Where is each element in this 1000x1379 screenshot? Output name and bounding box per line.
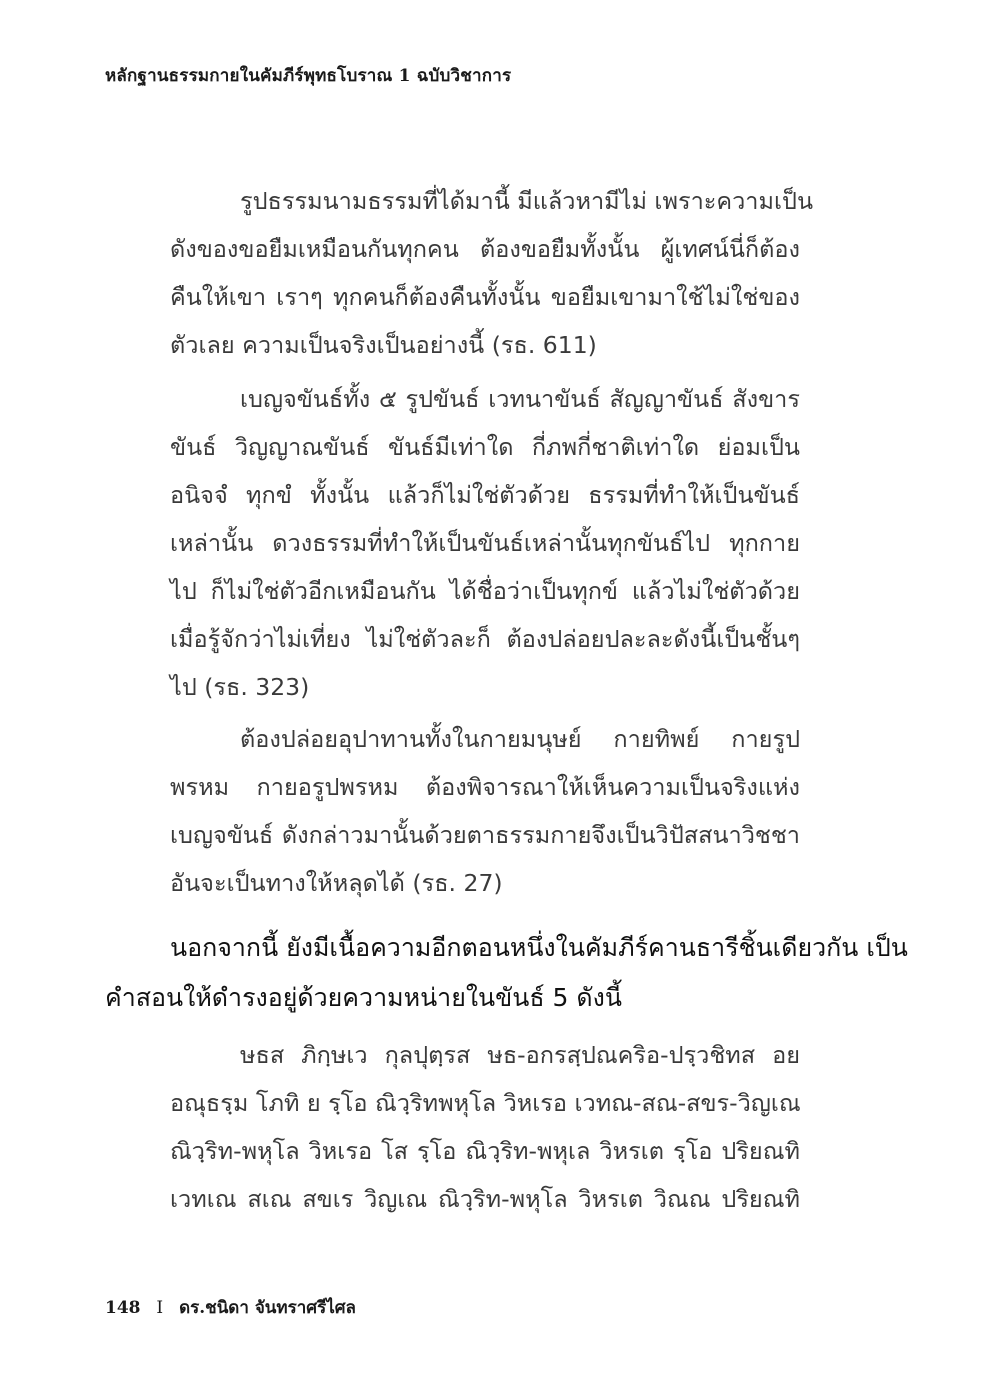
quote-line: ต้องปล่อยอุปาทานทั้งในกายมนุษย์ กายทิพย์ กายรูป <box>240 725 800 753</box>
quote-line: เบญจขันธ์ทั้ง ๕ รูปขันธ์ เวทนาขันธ์ สัญญาขันธ์ สังขาร <box>240 385 800 413</box>
quote-line: อันจะเป็นทางให้หลุดได้ (รธ. 27) <box>170 869 503 897</box>
quote-line: อนิจจํ ทุกขํ ทั้งนั้น แล้วก็ไม่ใช่ตัวด้วย ธรรมที่ทำให้เป็นขันธ์ <box>170 481 800 509</box>
pali-line: ษธส ภิกฺษเว กุลปุตฺรส ษธ-อกรสฺปณคริอ-ปรฺวชิทส อย <box>240 1041 800 1069</box>
quote-line: ไป ก็ไม่ใช่ตัวอีกเหมือนกัน ได้ชื่อว่าเป็นทุกข์ แล้วไม่ใช่ตัวด้วย <box>170 577 800 605</box>
footer-separator: I <box>156 1298 164 1318</box>
quote-paragraph-2 <box>170 375 800 711</box>
quote-line: พรหม กายอรูปพรหม ต้องพิจารณาให้เห็นความเป็นจริงแห่ง <box>170 773 800 801</box>
quote-line: คืนให้เขา เราๆ ทุกคนก็ต้องคืนทั้งนั้น ขอยืมเขามาใช้ไม่ใช่ของ <box>170 283 800 311</box>
quote-line: ดังของขอยืมเหมือนกันทุกคน ต้องขอยืมทั้งนั้น ผู้เทศน์นี่ก็ต้อง <box>170 235 800 263</box>
pali-line: เวทเณ สเณ สขเร วิญเณ ณิวฺริท-พหุโล วิหรเต วิณณ ปริยณทิ <box>170 1185 800 1213</box>
quote-line: ตัวเลย ความเป็นจริงเป็นอย่างนี้ (รธ. 611) <box>170 331 597 359</box>
body-line: คำสอนให้ดำรงอยู่ด้วยความหน่ายในขันธ์ 5 ดังนี้ <box>105 983 622 1012</box>
pali-line: อณุธรฺม โภทิ ย รฺโอ ณิวฺริทพหุโล วิหเรอ เวทณ-สณ-สขร-วิญเณ <box>170 1089 801 1117</box>
quote-line: รูปธรรมนามธรรมที่ได้มานี้ มีแล้วหามีไม่ เพราะความเป็น <box>240 187 814 215</box>
pali-line: ณิวฺริท-พหุโล วิหเรอ โส รฺโอ ณิวฺริท-พหุเล วิหรเต รฺโอ ปริยณทิ <box>170 1137 800 1165</box>
quote-line: ขันธ์ วิญญาณขันธ์ ขันธ์มีเท่าใด กี่ภพกี่ชาติเท่าใด ย่อมเป็น <box>170 433 800 461</box>
quote-line: ไป (รธ. 323) <box>170 673 310 701</box>
body-paragraph <box>105 923 908 1023</box>
author-name: ดร.ชนิดา จันทราศรีไศล <box>179 1298 356 1318</box>
running-header: หลักฐานธรรมกายในคัมภีร์พุทธโบราณ 1 ฉบับวิชาการ <box>105 66 512 86</box>
pali-quote <box>170 1031 800 1223</box>
body-line: นอกจากนี้ ยังมีเนื้อความอีกตอนหนึ่งในคัมภีร์คานธารีชิ้นเดียวกัน เป็น <box>170 933 908 962</box>
quote-line: เหล่านั้น ดวงธรรมที่ทำให้เป็นขันธ์เหล่านั้นทุกขันธ์ไป ทุกกาย <box>170 529 800 557</box>
quote-paragraph-1 <box>170 177 814 369</box>
page-number: 148 <box>105 1298 141 1318</box>
quote-paragraph-3 <box>170 715 800 907</box>
quote-line: เบญจขันธ์ ดังกล่าวมานั้นด้วยตาธรรมกายจึงเป็นวิปัสสนาวิชชา <box>170 821 800 849</box>
quote-line: เมื่อรู้จักว่าไม่เที่ยง ไม่ใช่ตัวละก็ ต้องปล่อยปละละดังนี้เป็นชั้นๆ <box>170 625 800 653</box>
page-footer <box>105 1294 356 1321</box>
